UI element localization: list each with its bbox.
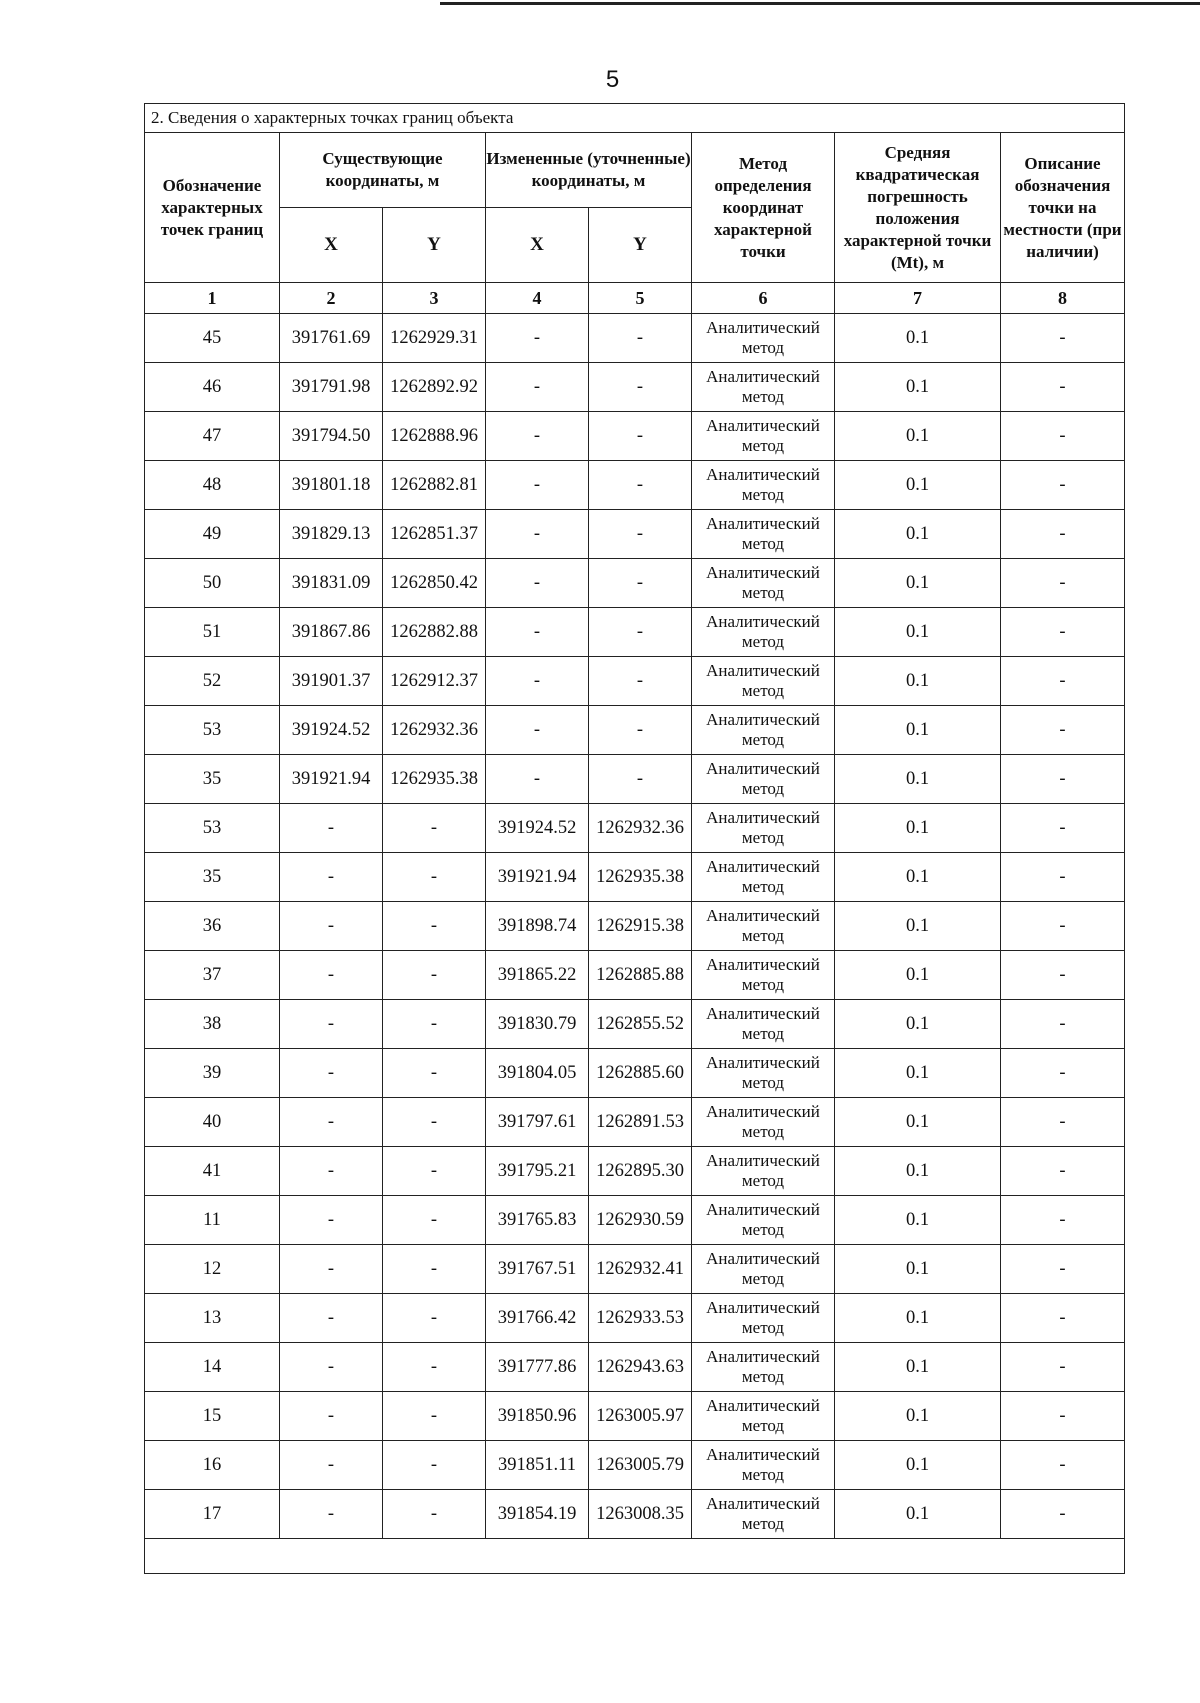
existing-y-cell: 1262892.92 [383, 363, 486, 412]
changed-y-cell: 1262943.63 [589, 1343, 692, 1392]
existing-x-cell: - [280, 1049, 383, 1098]
column-number: 5 [589, 283, 692, 314]
method-cell: Аналитический метод [692, 902, 835, 951]
existing-y-cell: 1262932.36 [383, 706, 486, 755]
method-cell: Аналитический метод [692, 461, 835, 510]
mean-square-error-cell: 0.1 [835, 1392, 1001, 1441]
table-row [145, 1490, 1125, 1539]
table-row [145, 1441, 1125, 1490]
table-row [145, 1098, 1125, 1147]
mean-square-error-cell: 0.1 [835, 902, 1001, 951]
mean-square-error-cell: 0.1 [835, 1490, 1001, 1539]
points-section [144, 103, 1124, 1574]
existing-x-cell: 391829.13 [280, 510, 383, 559]
description-cell: - [1001, 853, 1125, 902]
method-cell: Аналитический метод [692, 1490, 835, 1539]
method-cell: Аналитический метод [692, 1196, 835, 1245]
table-row [145, 951, 1125, 1000]
method-cell: Аналитический метод [692, 1098, 835, 1147]
column-number: 3 [383, 283, 486, 314]
method-cell: Аналитический метод [692, 853, 835, 902]
table-row [145, 1343, 1125, 1392]
existing-y-cell: - [383, 1098, 486, 1147]
changed-y-cell: 1263005.97 [589, 1392, 692, 1441]
method-cell: Аналитический метод [692, 1441, 835, 1490]
point-designation-cell: 50 [145, 559, 280, 608]
changed-y-cell: 1262855.52 [589, 1000, 692, 1049]
point-designation-cell: 11 [145, 1196, 280, 1245]
column-number: 8 [1001, 283, 1125, 314]
changed-x-cell: - [486, 755, 589, 804]
changed-x-cell: 391851.11 [486, 1441, 589, 1490]
table-row [145, 412, 1125, 461]
description-cell: - [1001, 461, 1125, 510]
table-row [145, 755, 1125, 804]
description-cell: - [1001, 1245, 1125, 1294]
mean-square-error-cell: 0.1 [835, 1196, 1001, 1245]
table-row [145, 363, 1125, 412]
mean-square-error-cell: 0.1 [835, 1000, 1001, 1049]
changed-y-cell: 1262932.36 [589, 804, 692, 853]
existing-y-cell: 1262888.96 [383, 412, 486, 461]
description-cell: - [1001, 363, 1125, 412]
table-row [145, 804, 1125, 853]
existing-y-cell: - [383, 1000, 486, 1049]
method-cell: Аналитический метод [692, 1049, 835, 1098]
existing-y-cell: - [383, 951, 486, 1000]
description-cell: - [1001, 657, 1125, 706]
point-designation-cell: 53 [145, 804, 280, 853]
changed-y-cell: 1263008.35 [589, 1490, 692, 1539]
mean-square-error-cell: 0.1 [835, 559, 1001, 608]
mean-square-error-cell: 0.1 [835, 1147, 1001, 1196]
changed-y-cell: 1262933.53 [589, 1294, 692, 1343]
table-row [145, 314, 1125, 363]
table-row [145, 559, 1125, 608]
method-cell: Аналитический метод [692, 510, 835, 559]
description-cell: - [1001, 1392, 1125, 1441]
existing-x-cell: - [280, 1490, 383, 1539]
existing-y-cell: 1262882.81 [383, 461, 486, 510]
changed-x-cell: 391921.94 [486, 853, 589, 902]
table-row [145, 1000, 1125, 1049]
description-cell: - [1001, 1294, 1125, 1343]
table-row [145, 608, 1125, 657]
table-row [145, 1245, 1125, 1294]
description-cell: - [1001, 412, 1125, 461]
description-cell: - [1001, 902, 1125, 951]
mean-square-error-cell: 0.1 [835, 1294, 1001, 1343]
point-designation-cell: 36 [145, 902, 280, 951]
point-designation-cell: 13 [145, 1294, 280, 1343]
changed-x-cell: 391777.86 [486, 1343, 589, 1392]
header-method: Метод определения координат характерной точки [692, 133, 835, 283]
mean-square-error-cell: 0.1 [835, 1343, 1001, 1392]
point-designation-cell: 15 [145, 1392, 280, 1441]
header-description: Описание обозначения точки на местности (при наличии) [1001, 133, 1125, 283]
changed-y-cell: - [589, 755, 692, 804]
description-cell: - [1001, 804, 1125, 853]
changed-y-cell: 1262935.38 [589, 853, 692, 902]
existing-x-cell: 391901.37 [280, 657, 383, 706]
existing-y-cell: - [383, 1490, 486, 1539]
point-designation-cell: 12 [145, 1245, 280, 1294]
existing-x-cell: - [280, 951, 383, 1000]
changed-y-cell: 1262885.88 [589, 951, 692, 1000]
existing-y-cell: 1262851.37 [383, 510, 486, 559]
boundary-points-table [144, 103, 1125, 1574]
description-cell: - [1001, 755, 1125, 804]
top-rule [440, 2, 1200, 5]
changed-y-cell: 1262915.38 [589, 902, 692, 951]
description-cell: - [1001, 1343, 1125, 1392]
changed-y-cell: 1262930.59 [589, 1196, 692, 1245]
description-cell: - [1001, 706, 1125, 755]
existing-x-cell: - [280, 1441, 383, 1490]
point-designation-cell: 16 [145, 1441, 280, 1490]
existing-x-cell: - [280, 1098, 383, 1147]
mean-square-error-cell: 0.1 [835, 510, 1001, 559]
header-existing-y: Y [383, 208, 486, 283]
existing-x-cell: - [280, 1147, 383, 1196]
changed-y-cell: - [589, 363, 692, 412]
description-cell: - [1001, 1000, 1125, 1049]
existing-y-cell: - [383, 1294, 486, 1343]
point-designation-cell: 46 [145, 363, 280, 412]
changed-x-cell: 391804.05 [486, 1049, 589, 1098]
existing-x-cell: - [280, 804, 383, 853]
description-cell: - [1001, 1490, 1125, 1539]
existing-y-cell: - [383, 1147, 486, 1196]
mean-square-error-cell: 0.1 [835, 412, 1001, 461]
changed-y-cell: - [589, 608, 692, 657]
changed-x-cell: - [486, 559, 589, 608]
mean-square-error-cell: 0.1 [835, 314, 1001, 363]
existing-y-cell: 1262929.31 [383, 314, 486, 363]
method-cell: Аналитический метод [692, 951, 835, 1000]
column-number: 6 [692, 283, 835, 314]
point-designation-cell: 14 [145, 1343, 280, 1392]
existing-x-cell: 391867.86 [280, 608, 383, 657]
mean-square-error-cell: 0.1 [835, 363, 1001, 412]
existing-y-cell: 1262850.42 [383, 559, 486, 608]
table-row [145, 510, 1125, 559]
point-designation-cell: 49 [145, 510, 280, 559]
table-body [145, 314, 1125, 1539]
changed-x-cell: - [486, 510, 589, 559]
existing-y-cell: - [383, 1343, 486, 1392]
existing-y-cell: - [383, 1049, 486, 1098]
point-designation-cell: 47 [145, 412, 280, 461]
table-row [145, 1294, 1125, 1343]
description-cell: - [1001, 1098, 1125, 1147]
description-cell: - [1001, 608, 1125, 657]
changed-x-cell: 391795.21 [486, 1147, 589, 1196]
table-row [145, 461, 1125, 510]
header-point-designation: Обозначение характерных точек границ [145, 133, 280, 283]
existing-x-cell: - [280, 1196, 383, 1245]
existing-x-cell: - [280, 1000, 383, 1049]
method-cell: Аналитический метод [692, 314, 835, 363]
changed-x-cell: 391850.96 [486, 1392, 589, 1441]
mean-square-error-cell: 0.1 [835, 461, 1001, 510]
existing-y-cell: - [383, 1245, 486, 1294]
mean-square-error-cell: 0.1 [835, 1441, 1001, 1490]
header-existing-x: X [280, 208, 383, 283]
existing-x-cell: 391801.18 [280, 461, 383, 510]
existing-x-cell: - [280, 1245, 383, 1294]
existing-x-cell: - [280, 1343, 383, 1392]
changed-y-cell: - [589, 559, 692, 608]
changed-x-cell: - [486, 461, 589, 510]
changed-y-cell: - [589, 461, 692, 510]
header-changed-coordinates: Измененные (уточненные) координаты, м [486, 133, 692, 208]
changed-x-cell: - [486, 706, 589, 755]
existing-y-cell: 1262912.37 [383, 657, 486, 706]
description-cell: - [1001, 510, 1125, 559]
changed-x-cell: 391865.22 [486, 951, 589, 1000]
section-title: 2. Сведения о характерных точках границ объекта [145, 104, 1125, 133]
existing-x-cell: - [280, 902, 383, 951]
changed-y-cell: - [589, 412, 692, 461]
header-mean-square-error: Средняя квадратическая погрешность положения характерной точки (Mt), м [835, 133, 1001, 283]
point-designation-cell: 48 [145, 461, 280, 510]
changed-y-cell: 1262932.41 [589, 1245, 692, 1294]
existing-y-cell: - [383, 804, 486, 853]
changed-x-cell: 391924.52 [486, 804, 589, 853]
mean-square-error-cell: 0.1 [835, 755, 1001, 804]
header-changed-y: Y [589, 208, 692, 283]
existing-x-cell: 391924.52 [280, 706, 383, 755]
existing-y-cell: 1262882.88 [383, 608, 486, 657]
mean-square-error-cell: 0.1 [835, 853, 1001, 902]
changed-y-cell: - [589, 657, 692, 706]
changed-y-cell: 1262895.30 [589, 1147, 692, 1196]
mean-square-error-cell: 0.1 [835, 608, 1001, 657]
page-number: 5 [605, 66, 620, 93]
column-number: 7 [835, 283, 1001, 314]
changed-y-cell: - [589, 510, 692, 559]
changed-y-cell: 1263005.79 [589, 1441, 692, 1490]
description-cell: - [1001, 314, 1125, 363]
method-cell: Аналитический метод [692, 1147, 835, 1196]
description-cell: - [1001, 1049, 1125, 1098]
mean-square-error-cell: 0.1 [835, 951, 1001, 1000]
blank-row [145, 1539, 1125, 1574]
point-designation-cell: 17 [145, 1490, 280, 1539]
point-designation-cell: 41 [145, 1147, 280, 1196]
method-cell: Аналитический метод [692, 1000, 835, 1049]
description-cell: - [1001, 1441, 1125, 1490]
method-cell: Аналитический метод [692, 657, 835, 706]
table-row [145, 1196, 1125, 1245]
existing-y-cell: 1262935.38 [383, 755, 486, 804]
point-designation-cell: 35 [145, 755, 280, 804]
table-row [145, 706, 1125, 755]
point-designation-cell: 51 [145, 608, 280, 657]
description-cell: - [1001, 559, 1125, 608]
existing-x-cell: 391794.50 [280, 412, 383, 461]
existing-x-cell: 391761.69 [280, 314, 383, 363]
method-cell: Аналитический метод [692, 755, 835, 804]
existing-y-cell: - [383, 1441, 486, 1490]
changed-x-cell: 391830.79 [486, 1000, 589, 1049]
table-row [145, 1392, 1125, 1441]
method-cell: Аналитический метод [692, 363, 835, 412]
table-row [145, 1147, 1125, 1196]
existing-x-cell: 391791.98 [280, 363, 383, 412]
header-changed-x: X [486, 208, 589, 283]
changed-x-cell: - [486, 314, 589, 363]
existing-y-cell: - [383, 1196, 486, 1245]
changed-x-cell: 391765.83 [486, 1196, 589, 1245]
column-number: 4 [486, 283, 589, 314]
changed-x-cell: 391766.42 [486, 1294, 589, 1343]
method-cell: Аналитический метод [692, 1343, 835, 1392]
mean-square-error-cell: 0.1 [835, 804, 1001, 853]
method-cell: Аналитический метод [692, 1392, 835, 1441]
changed-x-cell: 391854.19 [486, 1490, 589, 1539]
description-cell: - [1001, 1196, 1125, 1245]
mean-square-error-cell: 0.1 [835, 706, 1001, 755]
point-designation-cell: 37 [145, 951, 280, 1000]
point-designation-cell: 39 [145, 1049, 280, 1098]
changed-y-cell: - [589, 314, 692, 363]
method-cell: Аналитический метод [692, 412, 835, 461]
mean-square-error-cell: 0.1 [835, 657, 1001, 706]
method-cell: Аналитический метод [692, 1294, 835, 1343]
table-row [145, 657, 1125, 706]
existing-x-cell: 391921.94 [280, 755, 383, 804]
changed-x-cell: - [486, 412, 589, 461]
point-designation-cell: 40 [145, 1098, 280, 1147]
description-cell: - [1001, 951, 1125, 1000]
existing-x-cell: - [280, 853, 383, 902]
changed-y-cell: 1262891.53 [589, 1098, 692, 1147]
changed-x-cell: 391797.61 [486, 1098, 589, 1147]
existing-x-cell: - [280, 1392, 383, 1441]
changed-x-cell: - [486, 363, 589, 412]
existing-x-cell: 391831.09 [280, 559, 383, 608]
changed-x-cell: - [486, 608, 589, 657]
method-cell: Аналитический метод [692, 1245, 835, 1294]
existing-x-cell: - [280, 1294, 383, 1343]
table-row [145, 853, 1125, 902]
column-number: 1 [145, 283, 280, 314]
description-cell: - [1001, 1147, 1125, 1196]
column-number: 2 [280, 283, 383, 314]
existing-y-cell: - [383, 902, 486, 951]
changed-y-cell: 1262885.60 [589, 1049, 692, 1098]
changed-x-cell: 391898.74 [486, 902, 589, 951]
table-row [145, 902, 1125, 951]
changed-y-cell: - [589, 706, 692, 755]
changed-x-cell: 391767.51 [486, 1245, 589, 1294]
point-designation-cell: 52 [145, 657, 280, 706]
point-designation-cell: 35 [145, 853, 280, 902]
changed-x-cell: - [486, 657, 589, 706]
method-cell: Аналитический метод [692, 608, 835, 657]
existing-y-cell: - [383, 853, 486, 902]
table-row [145, 1049, 1125, 1098]
point-designation-cell: 38 [145, 1000, 280, 1049]
mean-square-error-cell: 0.1 [835, 1098, 1001, 1147]
point-designation-cell: 53 [145, 706, 280, 755]
method-cell: Аналитический метод [692, 804, 835, 853]
header-existing-coordinates: Существующие координаты, м [280, 133, 486, 208]
method-cell: Аналитический метод [692, 706, 835, 755]
mean-square-error-cell: 0.1 [835, 1049, 1001, 1098]
existing-y-cell: - [383, 1392, 486, 1441]
mean-square-error-cell: 0.1 [835, 1245, 1001, 1294]
point-designation-cell: 45 [145, 314, 280, 363]
method-cell: Аналитический метод [692, 559, 835, 608]
